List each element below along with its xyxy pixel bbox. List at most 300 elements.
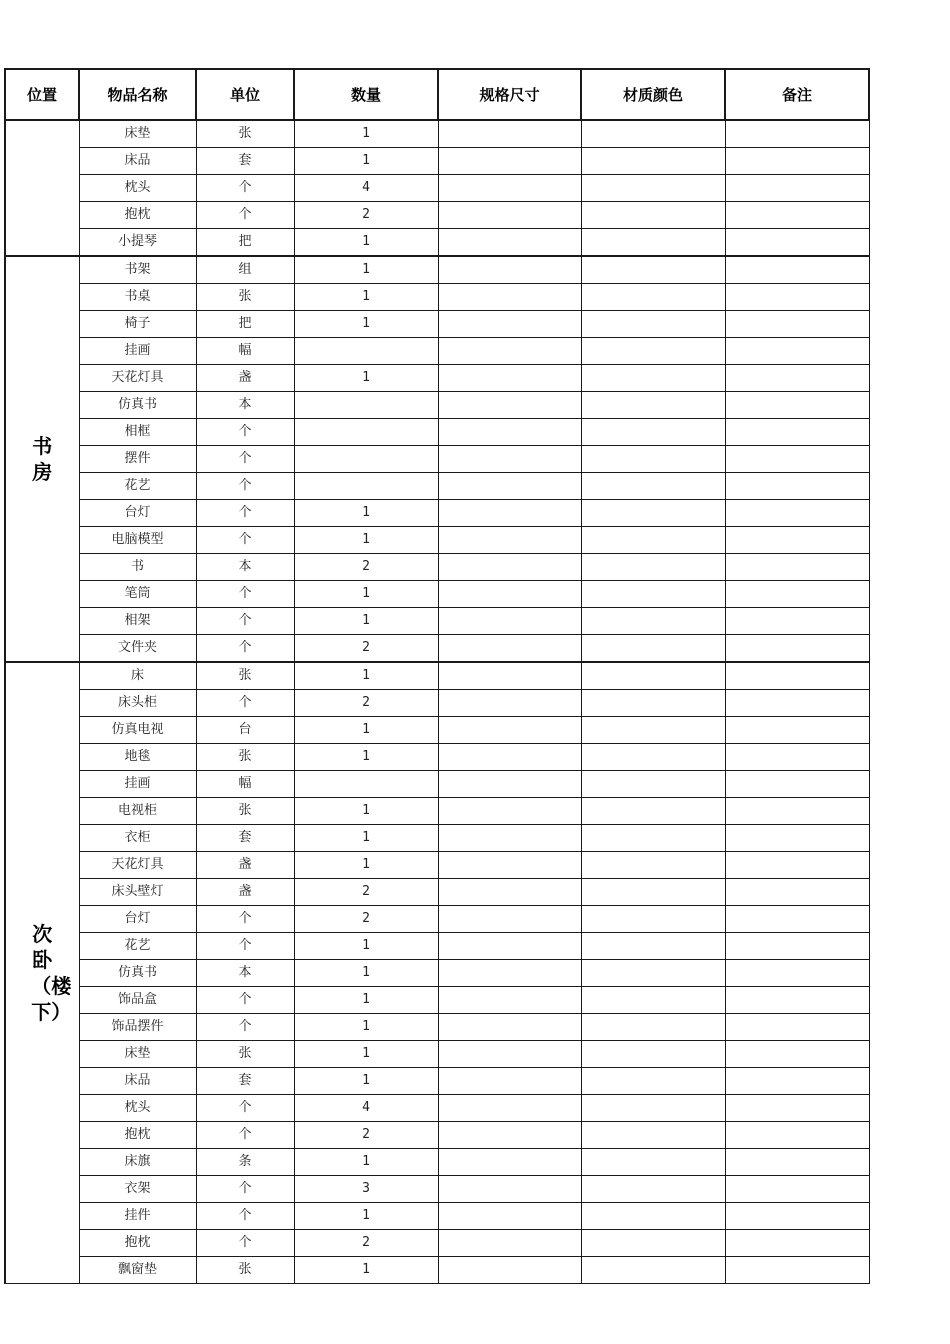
unit-cell: 个 (196, 175, 294, 202)
item-name-cell: 摆件 (79, 446, 196, 473)
item-name-cell: 挂画 (79, 771, 196, 798)
material-color-cell (581, 771, 725, 798)
spec-size-cell (438, 500, 581, 527)
item-name-cell: 相框 (79, 419, 196, 446)
quantity-cell: 2 (294, 906, 438, 933)
item-name-cell: 笔筒 (79, 581, 196, 608)
remarks-cell (725, 338, 869, 365)
material-color-cell (581, 798, 725, 825)
material-color-cell (581, 554, 725, 581)
unit-cell: 个 (196, 419, 294, 446)
item-name-cell: 台灯 (79, 500, 196, 527)
quantity-cell: 2 (294, 879, 438, 906)
spec-size-cell (438, 365, 581, 392)
spec-size-cell (438, 148, 581, 175)
quantity-cell (294, 771, 438, 798)
unit-cell: 幅 (196, 338, 294, 365)
unit-cell: 张 (196, 120, 294, 148)
quantity-cell (294, 419, 438, 446)
item-name-cell: 抱枕 (79, 1230, 196, 1257)
table-row (5, 1257, 869, 1284)
item-name-cell: 小提琴 (79, 229, 196, 257)
item-name-cell: 椅子 (79, 311, 196, 338)
spec-size-cell (438, 527, 581, 554)
item-name-cell: 电脑模型 (79, 527, 196, 554)
location-label: 次卧（楼下） (31, 922, 72, 1024)
quantity-cell: 2 (294, 202, 438, 229)
item-name-cell: 饰品盒 (79, 987, 196, 1014)
quantity-cell: 1 (294, 229, 438, 257)
spec-size-cell (438, 392, 581, 419)
unit-cell: 盏 (196, 852, 294, 879)
remarks-cell (725, 446, 869, 473)
unit-cell: 把 (196, 229, 294, 257)
remarks-cell (725, 120, 869, 148)
item-name-cell: 挂件 (79, 1203, 196, 1230)
table-row (5, 1230, 869, 1257)
quantity-cell: 1 (294, 987, 438, 1014)
remarks-cell (725, 987, 869, 1014)
item-name-cell: 饰品摆件 (79, 1014, 196, 1041)
spec-size-cell (438, 608, 581, 635)
header-item-name: 物品名称 (79, 69, 196, 120)
unit-cell: 套 (196, 148, 294, 175)
table-row (5, 771, 869, 798)
unit-cell: 台 (196, 717, 294, 744)
item-name-cell: 床品 (79, 1068, 196, 1095)
remarks-cell (725, 960, 869, 987)
remarks-cell (725, 1257, 869, 1284)
spec-size-cell (438, 581, 581, 608)
item-name-cell: 文件夹 (79, 635, 196, 663)
remarks-cell (725, 365, 869, 392)
quantity-cell: 1 (294, 148, 438, 175)
material-color-cell (581, 120, 725, 148)
item-name-cell: 书桌 (79, 284, 196, 311)
material-color-cell (581, 933, 725, 960)
table-row (5, 635, 869, 663)
remarks-cell (725, 798, 869, 825)
material-color-cell (581, 635, 725, 663)
quantity-cell: 1 (294, 717, 438, 744)
header-unit: 单位 (196, 69, 294, 120)
unit-cell: 张 (196, 1257, 294, 1284)
quantity-cell: 1 (294, 960, 438, 987)
spec-size-cell (438, 1014, 581, 1041)
material-color-cell (581, 717, 725, 744)
unit-cell: 个 (196, 690, 294, 717)
spec-size-cell (438, 311, 581, 338)
item-name-cell: 床 (79, 662, 196, 690)
quantity-cell: 2 (294, 1230, 438, 1257)
spec-size-cell (438, 906, 581, 933)
unit-cell: 盏 (196, 365, 294, 392)
material-color-cell (581, 1014, 725, 1041)
remarks-cell (725, 175, 869, 202)
material-color-cell (581, 906, 725, 933)
table-row (5, 1041, 869, 1068)
quantity-cell: 1 (294, 662, 438, 690)
unit-cell: 个 (196, 635, 294, 663)
material-color-cell (581, 500, 725, 527)
unit-cell: 张 (196, 798, 294, 825)
table-row (5, 120, 869, 148)
remarks-cell (725, 690, 869, 717)
quantity-cell: 1 (294, 608, 438, 635)
material-color-cell (581, 311, 725, 338)
remarks-cell (725, 1149, 869, 1176)
table-row (5, 879, 869, 906)
unit-cell: 张 (196, 662, 294, 690)
remarks-cell (725, 933, 869, 960)
material-color-cell (581, 148, 725, 175)
spec-size-cell (438, 256, 581, 284)
material-color-cell (581, 1122, 725, 1149)
quantity-cell: 1 (294, 852, 438, 879)
remarks-cell (725, 473, 869, 500)
unit-cell: 组 (196, 256, 294, 284)
quantity-cell: 2 (294, 690, 438, 717)
table-row (5, 960, 869, 987)
remarks-cell (725, 608, 869, 635)
quantity-cell: 1 (294, 120, 438, 148)
quantity-cell: 4 (294, 175, 438, 202)
unit-cell: 个 (196, 608, 294, 635)
item-name-cell: 仿真书 (79, 392, 196, 419)
material-color-cell (581, 284, 725, 311)
spec-size-cell (438, 229, 581, 257)
item-name-cell: 书架 (79, 256, 196, 284)
unit-cell: 本 (196, 554, 294, 581)
unit-cell: 个 (196, 987, 294, 1014)
remarks-cell (725, 1041, 869, 1068)
unit-cell: 本 (196, 960, 294, 987)
table-row (5, 1122, 869, 1149)
item-name-cell: 飘窗垫 (79, 1257, 196, 1284)
unit-cell: 个 (196, 1176, 294, 1203)
item-name-cell: 仿真电视 (79, 717, 196, 744)
spec-size-cell (438, 1257, 581, 1284)
unit-cell: 个 (196, 581, 294, 608)
remarks-cell (725, 527, 869, 554)
spec-size-cell (438, 635, 581, 663)
table-row (5, 1095, 869, 1122)
table-row (5, 852, 869, 879)
spec-size-cell (438, 852, 581, 879)
item-name-cell: 床头壁灯 (79, 879, 196, 906)
spec-size-cell (438, 1122, 581, 1149)
unit-cell: 个 (196, 446, 294, 473)
quantity-cell: 1 (294, 1041, 438, 1068)
spec-size-cell (438, 1176, 581, 1203)
remarks-cell (725, 148, 869, 175)
quantity-cell: 3 (294, 1176, 438, 1203)
material-color-cell (581, 527, 725, 554)
table-row (5, 392, 869, 419)
quantity-cell: 1 (294, 1257, 438, 1284)
item-name-cell: 花艺 (79, 933, 196, 960)
item-name-cell: 天花灯具 (79, 365, 196, 392)
quantity-cell: 1 (294, 527, 438, 554)
remarks-cell (725, 554, 869, 581)
material-color-cell (581, 608, 725, 635)
remarks-cell (725, 1203, 869, 1230)
spec-size-cell (438, 1230, 581, 1257)
header-location: 位置 (5, 69, 79, 120)
spec-size-cell (438, 933, 581, 960)
quantity-cell: 4 (294, 1095, 438, 1122)
material-color-cell (581, 229, 725, 257)
table-row (5, 662, 869, 690)
header-material-color: 材质颜色 (581, 69, 725, 120)
spec-size-cell (438, 662, 581, 690)
table-body (5, 120, 869, 1284)
remarks-cell (725, 879, 869, 906)
item-name-cell: 衣架 (79, 1176, 196, 1203)
material-color-cell (581, 256, 725, 284)
remarks-cell (725, 635, 869, 663)
table-row (5, 906, 869, 933)
location-cell (5, 256, 79, 662)
item-name-cell: 抱枕 (79, 202, 196, 229)
remarks-cell (725, 581, 869, 608)
remarks-cell (725, 500, 869, 527)
item-name-cell: 台灯 (79, 906, 196, 933)
quantity-cell: 1 (294, 581, 438, 608)
table-row (5, 175, 869, 202)
remarks-cell (725, 744, 869, 771)
spec-size-cell (438, 1095, 581, 1122)
table-row (5, 690, 869, 717)
unit-cell: 张 (196, 1041, 294, 1068)
spec-size-cell (438, 960, 581, 987)
remarks-cell (725, 419, 869, 446)
remarks-cell (725, 392, 869, 419)
quantity-cell: 1 (294, 311, 438, 338)
table-row (5, 1014, 869, 1041)
remarks-cell (725, 202, 869, 229)
material-color-cell (581, 365, 725, 392)
material-color-cell (581, 960, 725, 987)
remarks-cell (725, 717, 869, 744)
material-color-cell (581, 175, 725, 202)
table-row (5, 1176, 869, 1203)
remarks-cell (725, 1176, 869, 1203)
table-row (5, 798, 869, 825)
unit-cell: 个 (196, 1203, 294, 1230)
quantity-cell: 1 (294, 365, 438, 392)
material-color-cell (581, 1257, 725, 1284)
spec-size-cell (438, 202, 581, 229)
item-name-cell: 相架 (79, 608, 196, 635)
unit-cell: 盏 (196, 879, 294, 906)
unit-cell: 把 (196, 311, 294, 338)
unit-cell: 个 (196, 1122, 294, 1149)
unit-cell: 个 (196, 933, 294, 960)
location-cell (5, 662, 79, 1284)
unit-cell: 幅 (196, 771, 294, 798)
material-color-cell (581, 392, 725, 419)
item-name-cell: 抱枕 (79, 1122, 196, 1149)
quantity-cell: 1 (294, 1068, 438, 1095)
table-row (5, 473, 869, 500)
material-color-cell (581, 987, 725, 1014)
remarks-cell (725, 662, 869, 690)
remarks-cell (725, 311, 869, 338)
remarks-cell (725, 1095, 869, 1122)
material-color-cell (581, 852, 725, 879)
unit-cell: 个 (196, 202, 294, 229)
inventory-table (4, 68, 870, 1284)
quantity-cell: 1 (294, 256, 438, 284)
unit-cell: 个 (196, 500, 294, 527)
material-color-cell (581, 1176, 725, 1203)
remarks-cell (725, 229, 869, 257)
unit-cell: 个 (196, 473, 294, 500)
table-row (5, 148, 869, 175)
unit-cell: 条 (196, 1149, 294, 1176)
item-name-cell: 衣柜 (79, 825, 196, 852)
material-color-cell (581, 879, 725, 906)
quantity-cell: 1 (294, 1149, 438, 1176)
material-color-cell (581, 581, 725, 608)
unit-cell: 个 (196, 527, 294, 554)
material-color-cell (581, 1068, 725, 1095)
remarks-cell (725, 1068, 869, 1095)
material-color-cell (581, 419, 725, 446)
table-row (5, 311, 869, 338)
spec-size-cell (438, 419, 581, 446)
item-name-cell: 电视柜 (79, 798, 196, 825)
spec-size-cell (438, 175, 581, 202)
material-color-cell (581, 662, 725, 690)
spec-size-cell (438, 1068, 581, 1095)
item-name-cell: 花艺 (79, 473, 196, 500)
table-row (5, 527, 869, 554)
spec-size-cell (438, 798, 581, 825)
header-remarks: 备注 (725, 69, 869, 120)
item-name-cell: 床头柜 (79, 690, 196, 717)
unit-cell: 个 (196, 906, 294, 933)
unit-cell: 套 (196, 825, 294, 852)
spec-size-cell (438, 1149, 581, 1176)
table-row (5, 419, 869, 446)
spec-size-cell (438, 284, 581, 311)
quantity-cell (294, 392, 438, 419)
table-row (5, 987, 869, 1014)
remarks-cell (725, 1230, 869, 1257)
spec-size-cell (438, 771, 581, 798)
item-name-cell: 天花灯具 (79, 852, 196, 879)
quantity-cell: 1 (294, 500, 438, 527)
unit-cell: 个 (196, 1095, 294, 1122)
table-row (5, 1203, 869, 1230)
material-color-cell (581, 202, 725, 229)
item-name-cell: 地毯 (79, 744, 196, 771)
remarks-cell (725, 1014, 869, 1041)
table-row (5, 1068, 869, 1095)
location-cell (5, 120, 79, 256)
table-row (5, 554, 869, 581)
spec-size-cell (438, 879, 581, 906)
quantity-cell (294, 473, 438, 500)
location-label: 书房 (32, 434, 53, 484)
spec-size-cell (438, 987, 581, 1014)
material-color-cell (581, 473, 725, 500)
table-row (5, 229, 869, 257)
table-row (5, 446, 869, 473)
header-spec-size: 规格尺寸 (438, 69, 581, 120)
unit-cell: 套 (196, 1068, 294, 1095)
material-color-cell (581, 825, 725, 852)
unit-cell: 张 (196, 744, 294, 771)
table-row (5, 717, 869, 744)
material-color-cell (581, 744, 725, 771)
remarks-cell (725, 906, 869, 933)
spec-size-cell (438, 338, 581, 365)
spec-size-cell (438, 744, 581, 771)
item-name-cell: 床垫 (79, 1041, 196, 1068)
remarks-cell (725, 256, 869, 284)
table-row (5, 933, 869, 960)
spec-size-cell (438, 825, 581, 852)
spec-size-cell (438, 554, 581, 581)
material-color-cell (581, 1203, 725, 1230)
quantity-cell (294, 338, 438, 365)
table-row (5, 256, 869, 284)
table-row (5, 581, 869, 608)
item-name-cell: 枕头 (79, 1095, 196, 1122)
material-color-cell (581, 1149, 725, 1176)
quantity-cell: 2 (294, 1122, 438, 1149)
quantity-cell: 1 (294, 798, 438, 825)
material-color-cell (581, 1230, 725, 1257)
material-color-cell (581, 446, 725, 473)
item-name-cell: 枕头 (79, 175, 196, 202)
unit-cell: 个 (196, 1230, 294, 1257)
unit-cell: 张 (196, 284, 294, 311)
item-name-cell: 床旗 (79, 1149, 196, 1176)
spec-size-cell (438, 1041, 581, 1068)
spec-size-cell (438, 717, 581, 744)
spec-size-cell (438, 690, 581, 717)
item-name-cell: 挂画 (79, 338, 196, 365)
remarks-cell (725, 1122, 869, 1149)
spec-size-cell (438, 446, 581, 473)
table-row (5, 744, 869, 771)
table-row (5, 202, 869, 229)
table-row (5, 608, 869, 635)
item-name-cell: 仿真书 (79, 960, 196, 987)
remarks-cell (725, 284, 869, 311)
material-color-cell (581, 1041, 725, 1068)
item-name-cell: 床垫 (79, 120, 196, 148)
unit-cell: 个 (196, 1014, 294, 1041)
quantity-cell: 1 (294, 744, 438, 771)
quantity-cell: 1 (294, 1203, 438, 1230)
table-row (5, 1149, 869, 1176)
material-color-cell (581, 338, 725, 365)
spec-size-cell (438, 473, 581, 500)
material-color-cell (581, 1095, 725, 1122)
table-header (5, 69, 869, 120)
quantity-cell: 1 (294, 284, 438, 311)
remarks-cell (725, 852, 869, 879)
table-row (5, 500, 869, 527)
table-row (5, 338, 869, 365)
quantity-cell (294, 446, 438, 473)
table-row (5, 825, 869, 852)
